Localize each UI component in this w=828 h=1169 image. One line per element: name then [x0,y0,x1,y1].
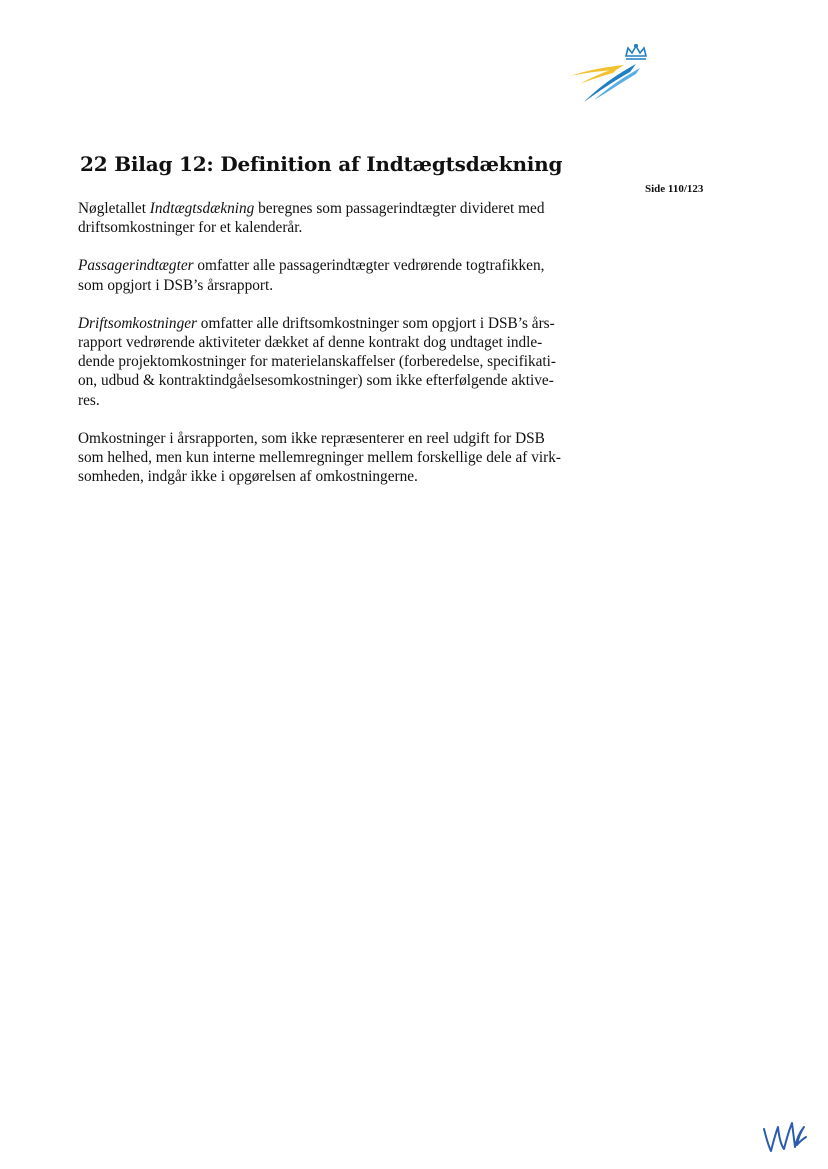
text-segment: res. [78,391,100,409]
signature-initials-icon [760,1115,808,1157]
text-segment: beregnes som passagerindtægter divideret med [254,200,545,217]
paragraph [78,429,588,487]
text-line [78,314,588,333]
defined-term: Passagerindtægter [78,257,194,275]
text-segment: driftsomkostninger for et kalenderår. [78,219,303,237]
text-segment: Omkostninger i årsrapporten, som ikke repræsenterer en reel udgift for DSB [78,429,545,447]
text-line [78,333,588,352]
text-segment: omfatter alle driftsomkostninger som opgjort i DSB’s års- [196,314,555,332]
text-segment: som opgjort i DSB’s årsrapport. [78,276,274,294]
text-line [78,371,588,390]
text-line [78,352,588,371]
text-segment: rapport vedrørende aktiviteter dækket af denne kontrakt dog undtaget indle- [78,334,543,352]
text-line [78,256,588,275]
defined-term: Driftsomkostninger [78,314,197,332]
text-segment: som helhed, men kun interne mellemregninger mellem forskellige dele af virk- [78,449,561,467]
text-segment: dende projektomkostninger for materielanskaffelser (forberedelse, specifikati- [78,353,556,371]
paragraph [78,256,588,294]
text-line [78,391,588,410]
paragraph [78,314,588,410]
text-line [78,276,588,295]
defined-term: Indtægtsdækning [149,200,255,217]
text-line [78,218,588,237]
paragraph [78,199,588,237]
text-segment: omfatter alle passagerindtægter vedrørende togtrafikken, [193,257,545,275]
text-segment: Nøgletallet [78,200,150,217]
page-number: Side 110/123 [645,183,704,195]
body-text [78,199,588,505]
text-line [78,448,588,467]
dsb-logo-icon [566,44,654,106]
text-segment: on, udbud & kontraktindgåelsesomkostninger) som ikke efterfølgende aktive- [78,372,554,390]
section-title: 22 Bilag 12: Definition af Indtægtsdækning [80,152,563,176]
text-segment: somheden, indgår ikke i opgørelsen af omkostningerne. [78,468,418,486]
text-line [78,467,588,486]
text-line [78,429,588,448]
text-line [78,199,588,218]
